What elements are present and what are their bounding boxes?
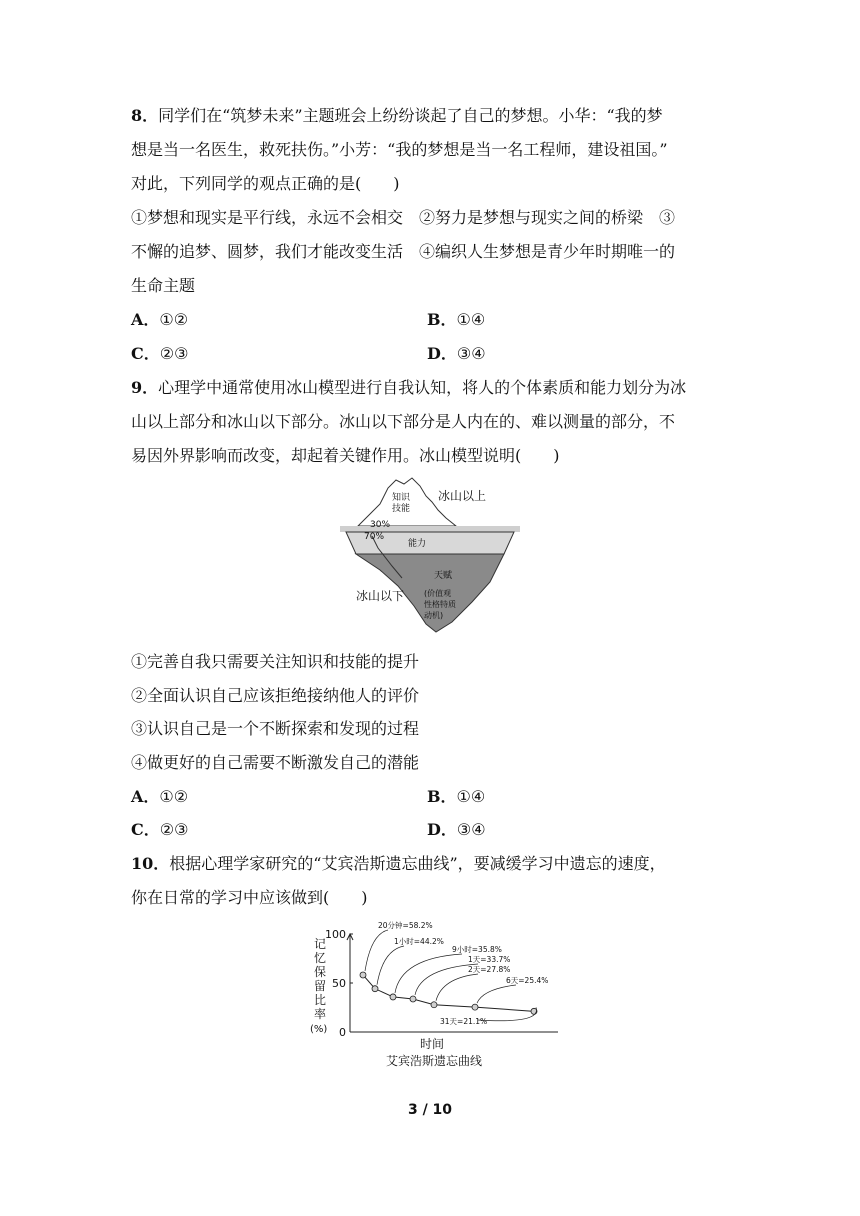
y-axis-label <box>310 937 327 1035</box>
q9-statement-1: ①完善自我只需要关注知识和技能的提升 <box>131 652 420 671</box>
x-axis-label: 时间 <box>420 1037 445 1051</box>
y-tick-label: 0 <box>339 1026 346 1039</box>
q8-line-3: 对此，下列同学的观点正确的是( ) <box>131 174 400 193</box>
q8-option-d[interactable] <box>427 344 486 364</box>
q8-line-1 <box>131 106 663 126</box>
point-label: 6天=25.4% <box>506 976 549 985</box>
q8-line-6: 生命主题 <box>131 276 196 295</box>
q9-statement-2: ②全面认识自己应该拒绝接纳他人的评价 <box>131 686 420 705</box>
label-leader-line <box>436 974 478 1001</box>
option-text: ③④ <box>456 344 486 363</box>
option-text: ②③ <box>159 344 189 363</box>
tip-label-skill: 技能 <box>392 504 411 514</box>
option-text: ①② <box>159 787 189 806</box>
q8-line-4: ①梦想和现实是平行线，永远不会相交 ②努力是梦想与现实之间的桥梁 ③ <box>131 208 676 227</box>
option-text: ①④ <box>456 787 486 806</box>
option-text: ①② <box>159 310 189 329</box>
q8-line-5: 不懈的追梦、圆梦，我们才能改变生活 ④编织人生梦想是青少年时期唯一的 <box>131 242 676 261</box>
point-label: 9小时=35.8% <box>452 945 502 954</box>
curve-point <box>372 986 378 992</box>
option-label: C． <box>131 820 160 839</box>
point-label: 31天=21.1% <box>440 1017 488 1026</box>
option-label: D． <box>427 344 457 363</box>
y-axis-ticks <box>325 928 353 1039</box>
q10-number: 10． <box>131 854 170 873</box>
q8-line-2: 想是当一名医生，救死扶伤。”小芳：“我的梦想是当一名工程师，建设祖国。” <box>131 140 668 159</box>
label-leader-line <box>477 985 516 1003</box>
tip-label-knowledge: 知识 <box>392 493 411 503</box>
option-label: C． <box>131 344 160 363</box>
y-label-char: 留 <box>314 979 327 993</box>
label-leader-line <box>395 954 462 993</box>
y-tick-label: 100 <box>325 928 346 941</box>
point-label: 1小时=44.2% <box>394 937 444 946</box>
point-label: 2天=27.8% <box>468 965 511 974</box>
option-text: ①④ <box>456 310 486 329</box>
curve-point <box>431 1002 437 1008</box>
q8-option-a[interactable] <box>131 310 188 330</box>
q9-option-d[interactable] <box>427 820 486 840</box>
above-label: 冰山以上 <box>438 489 487 503</box>
talent-sub-2: 性格特质 <box>424 600 456 609</box>
curve-point <box>390 994 396 1000</box>
q9-line-3: 易因外界影响而改变，却起着关键作用。冰山模型说明( ) <box>131 446 560 465</box>
q10-line-2: 你在日常的学习中应该做到( ) <box>131 888 368 907</box>
option-label: D． <box>427 820 457 839</box>
ability-label: 能力 <box>408 539 427 549</box>
option-label: A． <box>131 787 160 806</box>
chart-title: 艾宾浩斯遗忘曲线 <box>386 1054 483 1068</box>
pct-above: 30% <box>370 520 391 530</box>
option-label: B． <box>427 787 457 806</box>
point-label: 20分钟=58.2% <box>378 921 433 930</box>
point-label: 1天=33.7% <box>468 955 511 964</box>
y-label-char: 忆 <box>314 951 327 965</box>
label-leader-line <box>377 946 404 985</box>
option-text: ③④ <box>456 820 486 839</box>
curve-point <box>410 996 416 1002</box>
q8-option-b[interactable] <box>427 310 485 330</box>
y-label-char: 保 <box>314 965 327 979</box>
q8-number: 8． <box>131 106 159 125</box>
q9-number: 9． <box>131 378 159 397</box>
below-label: 冰山以下 <box>356 589 405 603</box>
iceberg-figure <box>340 474 520 636</box>
q9-statement-4: ④做更好的自己需要不断激发自己的潜能 <box>131 753 420 772</box>
talent-sub-1: (价值观 <box>424 589 452 598</box>
q10-text-1: 根据心理学家研究的“艾宾浩斯遗忘曲线”，要减缓学习中遗忘的速度， <box>169 854 666 873</box>
y-tick-label: 50 <box>332 977 346 990</box>
pct-below: 70% <box>364 532 385 542</box>
y-label-char: 比 <box>314 993 327 1007</box>
curve-point <box>472 1004 478 1010</box>
q9-text-1: 心理学中通常使用冰山模型进行自我认知，将人的个体素质和能力划分为冰 <box>158 378 687 397</box>
q10-line-1 <box>131 854 666 874</box>
q9-option-b[interactable] <box>427 787 485 807</box>
q9-option-c[interactable] <box>131 820 188 840</box>
q9-line-1 <box>131 378 686 398</box>
label-leader-line <box>365 930 388 971</box>
y-label-char: 率 <box>314 1007 327 1021</box>
talent-sub-3: 动机) <box>424 611 444 620</box>
q8-option-c[interactable] <box>131 344 188 364</box>
q9-line-2: 山以上部分和冰山以下部分。冰山以下部分是人内在的、难以测量的部分，不 <box>131 412 676 431</box>
y-label-char: (%) <box>310 1024 328 1035</box>
q8-text-1: 同学们在“筑梦未来”主题班会上纷纷谈起了自己的梦想。小华：“我的梦 <box>158 106 663 125</box>
option-label: B． <box>427 310 457 329</box>
option-label: A． <box>131 310 160 329</box>
curve-point <box>360 972 366 978</box>
y-label-char: 记 <box>314 937 327 951</box>
q9-statement-3: ③认识自己是一个不断探索和发现的过程 <box>131 719 420 738</box>
page-number: 3 / 10 <box>407 1102 453 1118</box>
forgetting-curve-chart <box>300 916 560 1072</box>
option-text: ②③ <box>159 820 189 839</box>
talent-label: 天赋 <box>434 571 453 581</box>
q9-option-a[interactable] <box>131 787 188 807</box>
